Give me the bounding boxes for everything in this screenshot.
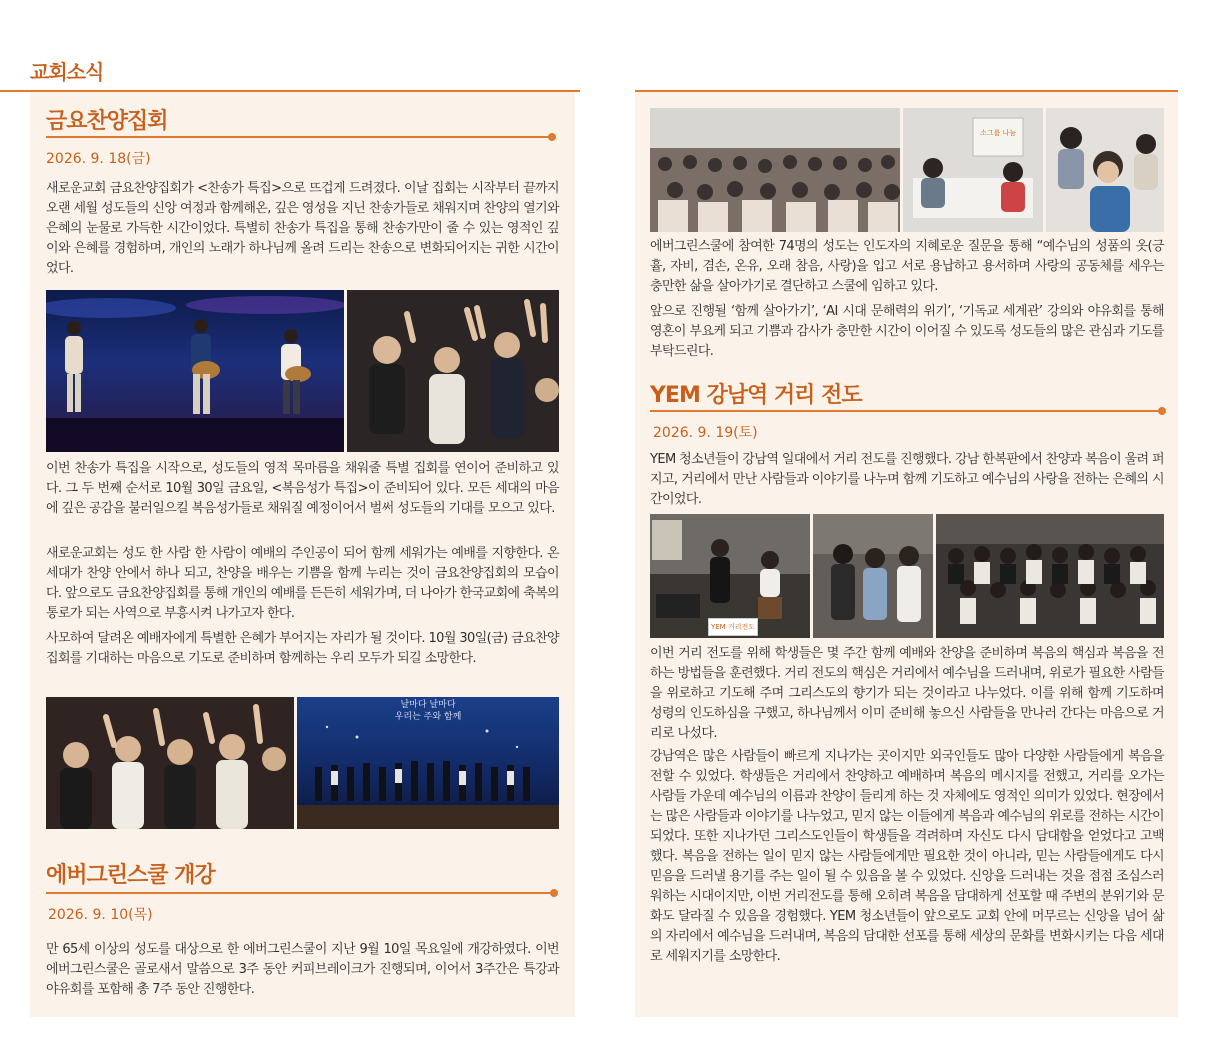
worship-choir-photo (297, 697, 559, 829)
yem-banner-text: YEM 거리전도 (708, 618, 758, 636)
evergreen-date: 2026. 9. 10(목) (48, 907, 153, 923)
friday-worship-para-2: 이번 찬송가 특집을 시작으로, 성도들의 영적 목마름을 채워줄 특별 집회를 연이어 준비하고 있다. 그 두 번째 순서로 10월 30일 금요일, <복음성가 특집>이 준비되어 있다. 모든 세대의 마음에 깊은 공감을 불러일으킬 복음성가들로 채워질 예정이어서 벌써 성도들의 기대를 모으고 있다. (46, 461, 559, 516)
screen-caption-2: 우리는 주와 함께 (394, 712, 462, 722)
friday-worship-date: 2026. 9. 18(금) (46, 151, 151, 167)
worship-congregation-photo (347, 290, 559, 452)
screen-caption-1: 날마다 날마다 (400, 700, 456, 710)
evergreen-smallgroup-photo (903, 108, 1043, 232)
yem-conversation-photo (813, 514, 933, 638)
yem-para-3: 강남역은 많은 사람들이 빠르게 지나가는 곳이지만 외국인들도 많아 다양한 사람들에게 복음을 전할 수 있었다. 학생들은 거리에서 찬양하고 예배하며 복음의 메시지를 전했고, 거리를 오가는 사람들 가운데 예수님의 이름과 찬양이 들리게 하는 것 자체에도 영적인 의미가 있었다. 현장에서는 많은 사람들과 이야기를 나누었고, 믿지 않는 이들에게 복음과 예수님의 위로를 전하는 시간이 되었다. 또한 지나가던 그리스도인들이 학생들을 격려하며 자신도 다시 담대함을 얻었다고 고백했다. 복음을 전하는 일이 믿지 않는 사람들에게만 필요한 것이 아니라, 믿는 사람들에게도 다시 믿음을 드러낼 용기를 주는 일이 될 수 있음을 볼 수 있었다. 신앙을 드러내는 것을 점점 조심스러워하는 시대이지만, 이번 거리전도를 통해 오히려 복음을 담대하게 선포할 때 주변의 분위기와 문화도 달라질 수 있음을 경험했다. YEM 청소년들이 앞으로도 교회 안에 머무르는 신앙을 넘어 삶의 자리에서 예수님을 드러내며, 복음의 담대한 선포를 통해 세상의 문화를 변화시키는 다음 세대로 세워지기를 소망한다. (650, 749, 1164, 964)
evergreen-para-1: 만 65세 이상의 성도를 대상으로 한 에버그린스쿨이 지난 9월 10일 목요일에 개강하였다. 이번 에버그린스쿨은 골로새서 말씀으로 3주 동안 커피브레이크가 진행되며, 이어서 3주간은 특강과 야유회를 포함해 총 7주 동안 진행한다. (46, 942, 559, 997)
evergreen-hall-photo (650, 108, 900, 232)
evergreen-title: 에버그린스쿨 개강 (46, 863, 215, 888)
section-tag: 교회소식 (30, 60, 104, 84)
friday-worship-rule (46, 136, 552, 138)
evergreen-board-text: 소그룹 나눔 (979, 129, 1017, 137)
evergreen-para-3: 앞으로 진행될 ‘함께 살아가기’, ‘AI 시대 문해력의 위기’, ‘기독교 세계관’ 강의와 야유회를 통해 영혼이 부요케 되고 기쁨과 감사가 충만한 시간이 이어질 수 있도록 성도들의 많은 관심과 기도를 부탁드린다. (650, 304, 1164, 359)
left-column (30, 92, 575, 1017)
evergreen-para-2: 에버그린스쿨에 참여한 74명의 성도는 인도자의 지혜로운 질문을 통해 “예수님의 성품의 옷(긍휼, 자비, 겸손, 온유, 오래 참음, 사랑)을 입고 서로 용납하고 용서하며 사랑의 공동체를 세우는 충만한 삶을 살아가기로 결단하고 스쿨에 임하고 있다. (650, 239, 1164, 294)
yem-para-1: YEM 청소년들이 강남역 일대에서 거리 전도를 진행했다. 강남 한복판에서 찬양과 복음이 울려 퍼지고, 거리에서 만난 사람들과 이야기를 나누며 함께 기도하고 예수님의 사랑을 전하는 은혜의 시간이었다. (650, 452, 1164, 507)
evergreen-rule (46, 892, 554, 894)
worship-stage-photo (46, 290, 344, 452)
yem-para-2: 이번 거리 전도를 위해 학생들은 몇 주간 함께 예배와 찬양을 준비하며 복음의 핵심과 복음을 전하는 방법들을 훈련했다. 거리 전도의 핵심은 거리에서 예수님을 드러내며, 위로가 필요한 사람들을 위로하고 기도해 주며 그리스도의 향기가 되는 것이라고 나누었다. 이를 위해 함께 기도하며 성령의 인도하심을 구했고, 하나님께서 이미 준비해 놓으신 사람들을 만나러 간다는 마음으로 거리로 나섰다. (650, 646, 1164, 741)
friday-worship-title: 금요찬양집회 (46, 109, 168, 134)
friday-worship-para-1: 새로운교회 금요찬양집회가 <찬송가 특집>으로 뜨겁게 드려졌다. 이날 집회는 시작부터 끝까지 오랜 세월 성도들의 신앙 여정과 함께해온, 깊은 영성을 지닌 찬송가들로 채워지며 찬양의 열기와 은혜의 눈물로 가득한 시간이었다. 특별히 찬송가 특집을 통해 찬송가만이 줄 수 있는 영적인 깊이와 은혜를 경험하며, 개인의 노래가 하나님께 올려 드리는 찬송으로 변화되어지는 귀한 시간이었다. (46, 181, 559, 276)
yem-street-worship-photo (650, 514, 810, 638)
right-column (635, 92, 1178, 1017)
worship-hands-raised-photo (46, 697, 294, 829)
yem-date: 2026. 9. 19(토) (653, 425, 758, 441)
yem-rule (650, 410, 1162, 412)
yem-title: YEM 강남역 거리 전도 (650, 383, 862, 408)
yem-group-photo (936, 514, 1164, 638)
evergreen-participant-photo (1046, 108, 1164, 232)
friday-worship-para-3: 새로운교회는 성도 한 사람 한 사람이 예배의 주인공이 되어 함께 세워가는 예배를 지향한다. 온 세대가 찬양 안에서 하나 되고, 찬양을 배우는 기쁨을 함께 누리는 것이 금요찬양집회의 모습이다. 앞으로도 금요찬양집회를 통해 개인의 예배를 든든히 세워가며, 더 나아가 한국교회에 축복의 통로가 되는 사역으로 부흥시켜 나가고자 한다. (46, 546, 559, 621)
friday-worship-para-4: 사모하여 달려온 예배자에게 특별한 은혜가 부어지는 자리가 될 것이다. 10월 30일(금) 금요찬양집회를 기대하는 마음으로 기도로 준비하며 함께하는 우리 모두가 되길 소망한다. (46, 631, 559, 666)
